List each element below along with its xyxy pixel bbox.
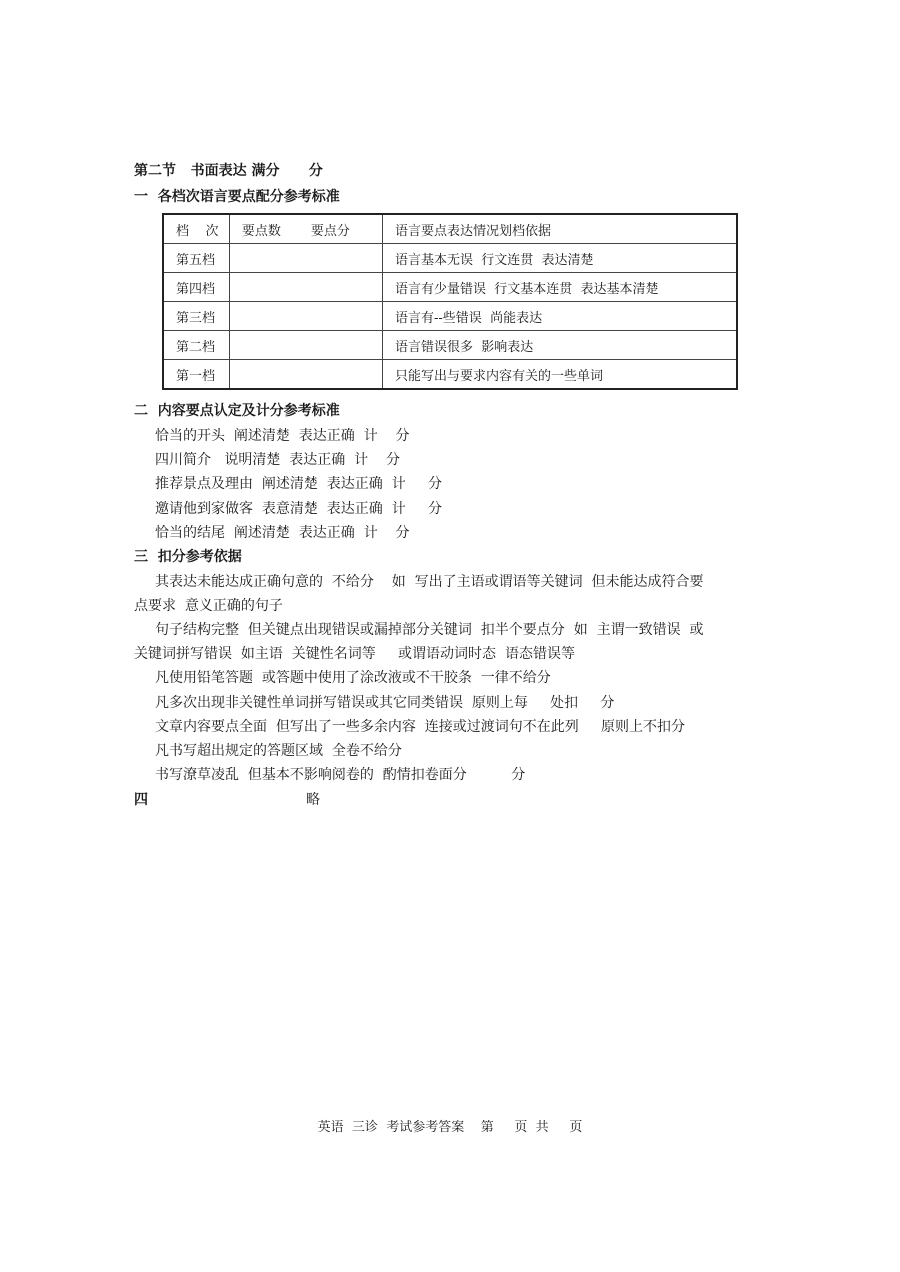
table-row bbox=[163, 331, 737, 360]
table-header-row bbox=[163, 214, 737, 244]
grade-cell: 第三档 bbox=[163, 302, 229, 331]
table-row bbox=[163, 360, 737, 390]
points-cell bbox=[229, 302, 382, 331]
deduction-line: 其表达未能达成正确句意的 不给分 如 写出了主语或谓语等关键词 但未能达成符合要 bbox=[155, 574, 704, 590]
part2-heading: 二 内容要点认定及计分参考标准 bbox=[134, 403, 340, 419]
deduction-line: 关键词拼写错误 如主语 关键性名词等 或谓语动词时态 语态错误等 bbox=[134, 646, 575, 662]
deduction-line: 凡书写超出规定的答题区域 全卷不给分 bbox=[155, 743, 402, 759]
part3-heading: 三 扣分参考依据 bbox=[134, 549, 242, 565]
criteria-cell: 语言基本无误 行文连贯 表达清楚 bbox=[383, 244, 737, 273]
deduction-line: 凡使用铅笔答题 或答题中使用了涂改液或不干胶条 一律不给分 bbox=[155, 670, 551, 686]
section-title: 第二节 书面表达 满分 分 bbox=[134, 163, 323, 179]
deduction-line: 书写潦草凌乱 但基本不影响阅卷的 酌情扣卷面分 分 bbox=[155, 767, 526, 783]
points-cell bbox=[229, 244, 382, 273]
deduction-line: 凡多次出现非关键性单词拼写错误或其它同类错误 原则上每 处扣 分 bbox=[155, 695, 615, 711]
header-points bbox=[229, 214, 382, 244]
grade-cell: 第一档 bbox=[163, 360, 229, 390]
header-criteria: 语言要点表达情况划档依据 bbox=[383, 214, 737, 244]
table-row bbox=[163, 302, 737, 331]
criteria-cell: 语言错误很多 影响表达 bbox=[383, 331, 737, 360]
table-row bbox=[163, 273, 737, 302]
deduction-line: 文章内容要点全面 但写出了一些多余内容 连接或过渡词句不在此列 原则上不扣分 bbox=[155, 719, 686, 735]
part1-heading: 一 各档次语言要点配分参考标准 bbox=[134, 189, 340, 205]
content-point: 推荐景点及理由 阐述清楚 表达正确 计 分 bbox=[155, 476, 442, 492]
grade-criteria-table bbox=[162, 213, 738, 390]
points-cell bbox=[229, 331, 382, 360]
content-point: 四川简介 说明清楚 表达正确 计 分 bbox=[155, 452, 400, 468]
points-cell bbox=[229, 360, 382, 390]
points-cell bbox=[229, 273, 382, 302]
content-point: 邀请他到家做客 表意清楚 表达正确 计 分 bbox=[155, 501, 442, 517]
content-point: 恰当的结尾 阐述清楚 表达正确 计 分 bbox=[155, 525, 410, 541]
deduction-line: 点要求 意义正确的句子 bbox=[134, 598, 283, 614]
header-points-score: 要点分 bbox=[310, 223, 350, 239]
deduction-line: 句子结构完整 但关键点出现错误或漏掉部分关键词 扣半个要点分 如 主谓一致错误 或 bbox=[155, 622, 704, 638]
table-row bbox=[163, 244, 737, 273]
part4-content: 略 bbox=[306, 792, 320, 808]
criteria-cell: 只能写出与要求内容有关的一些单词 bbox=[383, 360, 737, 390]
grade-cell: 第四档 bbox=[163, 273, 229, 302]
criteria-cell: 语言有少量错误 行文基本连贯 表达基本清楚 bbox=[383, 273, 737, 302]
page-footer: 英语 三诊 考试参考答案 第 页 共 页 bbox=[317, 1120, 583, 1135]
criteria-cell: 语言有--些错误 尚能表达 bbox=[383, 302, 737, 331]
grade-cell: 第五档 bbox=[163, 244, 229, 273]
part4-heading: 四 bbox=[134, 792, 148, 808]
header-points-count: 要点数 bbox=[241, 223, 281, 239]
content-point: 恰当的开头 阐述清楚 表达正确 计 分 bbox=[155, 428, 410, 444]
grade-cell: 第二档 bbox=[163, 331, 229, 360]
header-grade: 档 次 bbox=[163, 214, 229, 244]
